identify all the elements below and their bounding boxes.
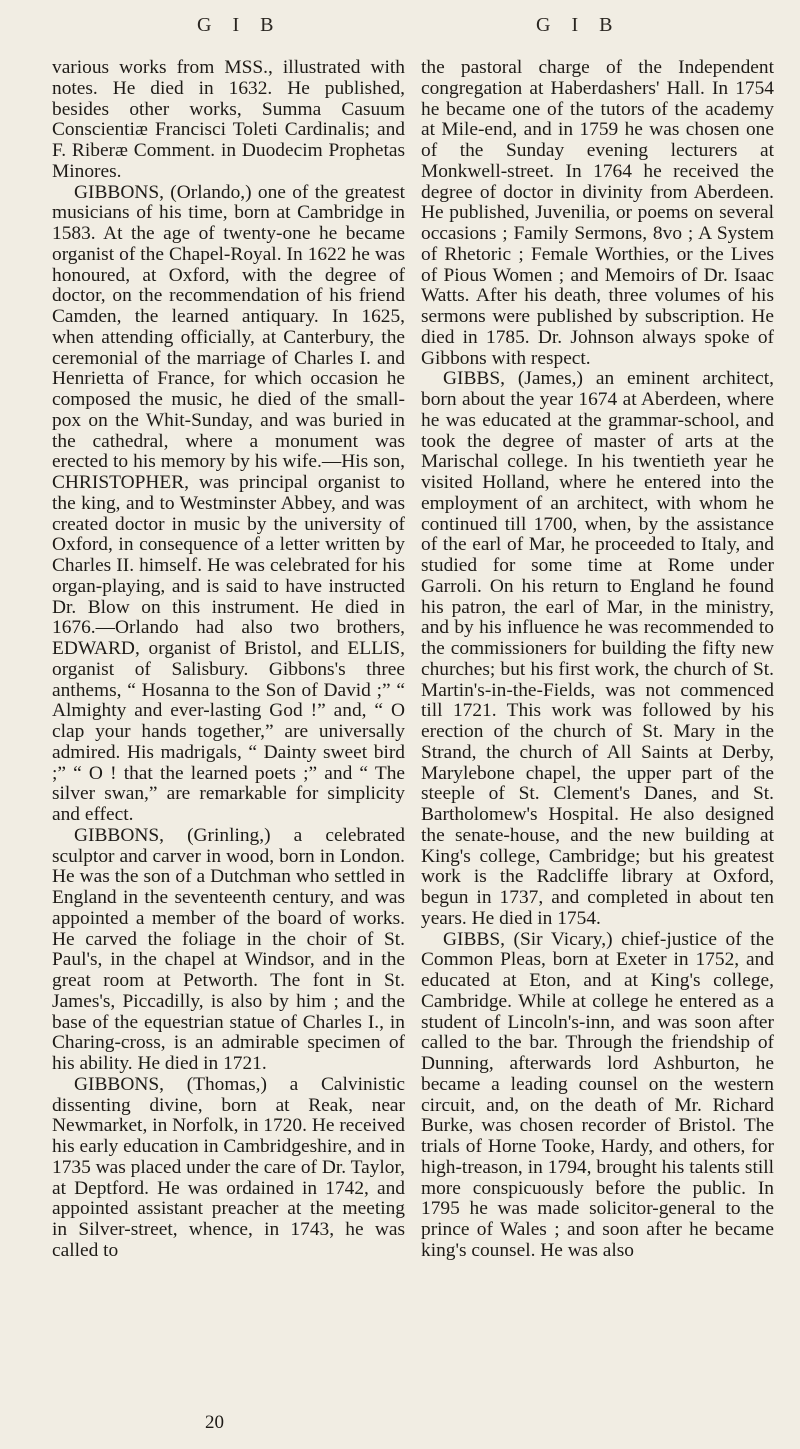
- entry-gibbons-grinling: GIBBONS, (Grinling,) a celebrated sculptor and carver in wood, born in London. He was the son of a Dutchman who settled in England in the seventeenth century, and was appointed a member of the board of works. He carved the foliage in the choir of St. Paul's, in the chapel at Windsor, and in the great room at Petworth. The font in St. James's, Piccadilly, is also by him ; and the base of the equestrian statue of Charles I., in Charing-cross, is an admirable specimen of his ability. He died in 1721.: [52, 824, 405, 1074]
- entry-gibbs-vicary: GIBBS, (Sir Vicary,) chief-justice of the Common Pleas, born at Exeter in 1752, and educated at Eton, and at King's college, Cambridge. While at college he entered as a student of Lincoln's-inn, and was soon after called to the bar. Through the friendship of Dunning, afterwards lord Ashburton, he became a leading counsel on the western circuit, and, on the death of Mr. Richard Burke, was chosen recorder of Bristol. The trials of Horne Tooke, Hardy, and others, for high-treason, in 1794, brought his talents still more conspicuously before the public. In 1795 he was made solicitor-general to the prince of Wales ; and soon after he became king's counsel. He was also: [421, 928, 774, 1261]
- text-columns: [52, 58, 774, 1262]
- paragraph-continuation-right: the pastoral charge of the Independent congregation at Haberdashers' Hall. In 1754 he became one of the tutors of the academy at Mile-end, and in 1759 he was chosen one of the Sunday evening lecturers at Monkwell-street. In 1764 he received the degree of doctor in divinity from Aberdeen. He published, Juvenilia, or poems on several occasions ; Family Sermons, 8vo ; A System of Rhetoric ; Female Worthies, or the Lives of Pious Women ; and Memoirs of Dr. Isaac Watts. After his death, three volumes of his sermons were published by subscription. He died in 1785. Dr. Johnson always spoke of Gibbons with respect.: [421, 57, 774, 369]
- left-column: [52, 58, 405, 1262]
- right-column: [421, 58, 774, 1262]
- paragraph-continuation: various works from MSS., illustrated with notes. He died in 1632. He published, besides other works, Summa Casuum Conscientiæ Francisci Toleti Cardinalis; and F. Riberæ Comment. in Duodecim Prophetas Minores.: [52, 57, 405, 182]
- running-head-right: G I B: [536, 14, 621, 36]
- entry-gibbs-james: GIBBS, (James,) an eminent architect, born about the year 1674 at Aberdeen, where he was educated at the grammar-school, and took the degree of master of arts at the Marischal college. In his twentieth year he visited Holland, where he entered into the employment of an architect, with whom he continued till 1700, when, by the assistance of the earl of Mar, he proceeded to Italy, and studied for some time at Rome under Garroli. On his return to England he found his patron, the earl of Mar, in the ministry, and by his influence he was recommended to the commissioners for building the fifty new churches; but his first work, the church of St. Martin's-in-the-Fields, was not commenced till 1721. This work was followed by his erection of the church of St. Mary in the Strand, the church of All Saints at Derby, Marylebone chapel, the upper part of the steeple of St. Clement's Danes, and St. Bartholomew's Hospital. He also designed the senate-house, and the new building at King's college, Cambridge; but his greatest work is the Radcliffe library at Oxford, begun in 1737, and completed in about ten years. He died in 1754.: [421, 368, 774, 929]
- running-headers: [0, 14, 800, 44]
- entry-gibbons-orlando: GIBBONS, (Orlando,) one of the greatest musicians of his time, born at Cambridge in 1583. At the age of twenty-one he became organist of the Chapel-Royal. In 1622 he was honoured, at Oxford, with the degree of doctor, on the recommendation of his friend Camden, the learned antiquary. In 1625, when attending officially, at Canterbury, the ceremonial of the marriage of Charles I. and Henrietta of France, for which occasion he composed the music, he died of the small-pox on the Whit-Sunday, and was buried in the cathedral, where a monument was erected to his memory by his wife.—His son, CHRISTOPHER, was principal organist to the king, and to Westminster Abbey, and was created doctor in music by the university of Oxford, in consequence of a letter written by Charles II. himself. He was celebrated for his organ-playing, and is said to have instructed Dr. Blow on this instrument. He died in 1676.—Orlando had also two brothers, EDWARD, organist of Bristol, and ELLIS, organist of Salisbury. Gibbons's three anthems, “ Hosanna to the Son of David ;” “ Almighty and ever-lasting God !” and, “ O clap your hands together,” are universally admired. His madrigals, “ Dainty sweet bird ;” “ O ! that the learned poets ;” and “ The silver swan,” are remarkable for simplicity and effect.: [52, 181, 405, 825]
- running-head-left: G I B: [197, 14, 282, 36]
- page-number: 20: [205, 1412, 224, 1433]
- entry-gibbons-thomas: GIBBONS, (Thomas,) a Calvinistic dissenting divine, born at Reak, near Newmarket, in Norfolk, in 1720. He received his early education in Cambridgeshire, and in 1735 was placed under the care of Dr. Taylor, at Deptford. He was ordained in 1742, and appointed assistant preacher at the meeting in Silver-street, whence, in 1743, he was called to: [52, 1073, 405, 1261]
